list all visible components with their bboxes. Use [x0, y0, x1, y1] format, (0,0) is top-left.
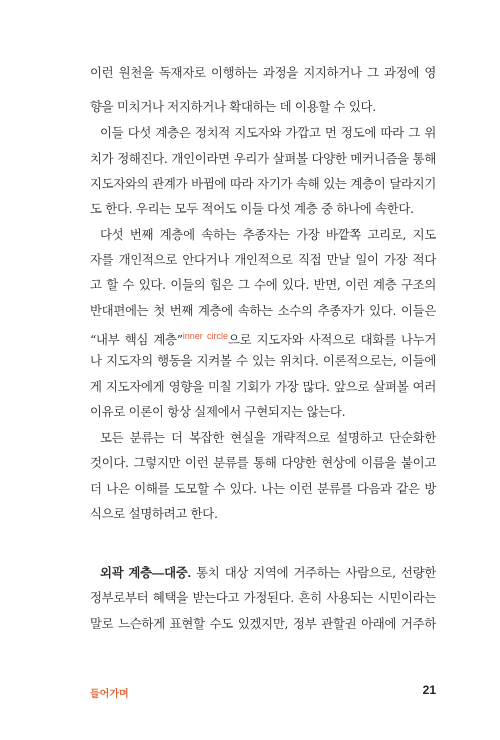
paragraph-5-line-1: [90, 564, 436, 582]
paragraph-3-line-2: 자를 개인적으로 안다거나 개인적으로 직접 만날 일이 가장 적다: [90, 252, 436, 267]
paragraph-4-line-1: 모든 분류는 더 복잡한 현실을 개략적으로 설명하고 단순화한: [100, 430, 436, 445]
paragraph-5-line-3: 말로 느슨하게 표현할 수도 있겠지만, 정부 관할권 아래에 거주하: [90, 616, 436, 631]
paragraph-3-line-1: 다섯 번째 계층에 속하는 추종자는 가장 바깥쪽 고리로, 지도: [100, 227, 436, 242]
paragraph-2-line-1: 이들 다섯 계층은 정치적 지도자와 가깝고 먼 정도에 따라 그 위: [100, 125, 436, 140]
paragraph-3-line-8: 이유로 이론이 항상 실제에서 구현되지는 않는다.: [90, 404, 346, 419]
paragraph-3-line-7: 게 지도자에게 영향을 미칠 기회가 가장 많다. 앞으로 살펴볼 여러: [90, 379, 436, 394]
paragraph-4-line-2: 것이다. 그렇지만 이런 분류를 통해 다양한 현상에 이름을 붙이고: [90, 455, 436, 470]
inner-circle-quote: “내부 핵심 계층”: [90, 332, 183, 348]
paragraph-2-line-2: 치가 정해진다. 개인이라면 우리가 살펴볼 다양한 메커니즘을 통해: [90, 151, 436, 166]
paragraph-3-line-3: 고 할 수 있다. 이들의 힘은 그 수에 있다. 반면, 이런 계층 구조의: [90, 277, 436, 292]
paragraph-3-line-6: 나 지도자의 행동을 지켜볼 수 있는 위치다. 이론적으로는, 이들에: [90, 353, 436, 368]
inner-circle-english-term: inner circle: [182, 331, 228, 341]
paragraph-2-line-3: 지도자와의 관계가 바뀜에 따라 자기가 속해 있는 계층이 달라지기: [90, 176, 436, 191]
paragraph-3-line-4: 반대편에는 첫 번째 계층에 속하는 소수의 추종자가 있다. 이들은: [90, 303, 436, 318]
paragraph-4-line-4: 식으로 설명하려고 한다.: [90, 506, 218, 521]
paragraph-5-line-2: 정부로부터 혜택을 받는다고 가정된다. 흔히 사용되는 시민이라는: [90, 590, 436, 605]
paragraph-3-line-5: [90, 327, 436, 349]
footer-section-title: 들어가며: [90, 689, 129, 700]
paragraph-4-line-3: 더 나은 이해를 도모할 수 있다. 나는 이런 분류를 다음과 같은 방: [90, 481, 436, 496]
paragraph-2-line-4: 도 한다. 우리는 모두 적어도 이들 다섯 계층 중 하나에 속한다.: [90, 201, 414, 216]
page-number: 21: [422, 683, 436, 697]
paragraph-1-line-1: 이런 원천을 독재자로 이행하는 과정을 지지하거나 그 과정에 영: [90, 65, 436, 80]
paragraph-1-line-2: 향을 미치거나 저지하거나 확대하는 데 이용할 수 있다.: [90, 99, 376, 114]
outer-layer-heading: 외곽 계층—대중.: [100, 566, 191, 580]
paragraph-5-line-1-text: 통치 대상 지역에 거주하는 사람으로, 선량한: [190, 565, 436, 580]
inner-circle-rest: 으로 지도자와 사적으로 대화를 나누거: [227, 332, 437, 348]
